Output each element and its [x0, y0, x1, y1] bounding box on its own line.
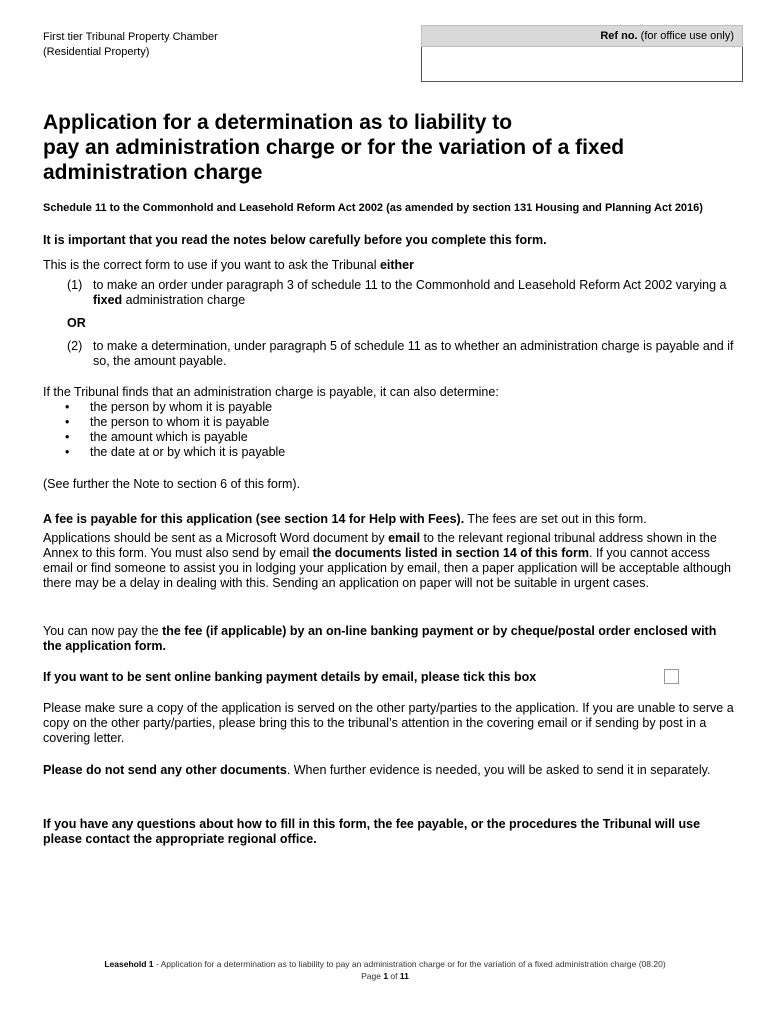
footer-desc-text: - Application for a determination as to liability to pay an administration charge or for the variation of a fixed administration charge (08.20)	[153, 959, 666, 969]
ref-note: (for office use only)	[640, 30, 734, 42]
tribunal-line-1: First tier Tribunal Property Chamber	[43, 31, 218, 43]
title-line-2: pay an administration charge or for the variation of a fixed	[43, 136, 625, 159]
ref-label: Ref no.	[600, 30, 638, 42]
ref-box	[421, 25, 743, 83]
see-note-text: (See further the Note to section 6 of this form).	[43, 477, 301, 491]
fee-bold: A fee is payable for this application (see section 14 for Help with Fees).	[43, 512, 465, 526]
option-1-number: (1)	[67, 278, 83, 292]
page-of-label: of	[388, 971, 400, 981]
tribunal-name	[43, 30, 218, 60]
pay-now-before: You can now pay the	[43, 624, 163, 638]
do-not-send-after: . When further evidence is needed, you will be asked to send it in separately.	[286, 763, 711, 777]
or-label: OR	[67, 316, 86, 330]
intro-before: This is the correct form to use if you want to ask the Tribunal	[43, 258, 380, 272]
footer-description	[40, 958, 730, 970]
page-label: Page	[361, 971, 384, 981]
online-banking-tick-label: If you want to be sent online banking payment details by email, please tick this box	[43, 670, 537, 684]
option-1-before: to make an order under paragraph 3 of schedule 11 to the Commonhold and Leasehold Reform Act 2002 varying a	[93, 278, 727, 292]
list-item: • the date at or by which it is payable	[62, 445, 285, 460]
fee-after: The fees are set out in this form.	[464, 512, 647, 526]
intro-text	[43, 258, 738, 273]
do-not-send-text	[43, 763, 738, 778]
title-line-3: administration charge	[43, 161, 263, 184]
schedule-reference: Schedule 11 to the Commonhold and Leasehold Reform Act 2002 (as amended by section 131 Housing and Planning Act 2016)	[43, 202, 703, 214]
option-1-after: administration charge	[122, 293, 246, 307]
option-2-number: (2)	[67, 339, 83, 353]
footer-form-id: Leasehold 1	[104, 959, 154, 969]
page-footer	[40, 958, 730, 982]
applications-part-2: to the relevant regional tribunal address shown in the Annex to this form. You must also send by email	[43, 531, 717, 560]
applications-text	[43, 531, 738, 591]
pay-now-text	[43, 624, 738, 654]
page-total: 11	[399, 971, 409, 981]
tribunal-finds-text: If the Tribunal finds that an administration charge is payable, it can also determine:	[43, 385, 499, 399]
option-2-text: to make a determination, under paragraph 5 of schedule 11 as to whether an administration charge is payable and if so, the amount payable.	[93, 339, 734, 368]
determination-list	[62, 400, 285, 460]
questions-text: If you have any questions about how to fill in this form, the fee payable, or the procedures the Tribunal will use please contact the appropriate regional office.	[43, 817, 701, 846]
list-item: • the person to whom it is payable	[62, 415, 285, 430]
option-1-text	[93, 278, 737, 308]
form-title	[43, 110, 733, 185]
applications-bold-2: the documents listed in section 14 of this form	[312, 546, 590, 560]
option-1	[67, 278, 737, 308]
page-number	[40, 970, 730, 982]
important-notice: It is important that you read the notes below carefully before you complete this form.	[43, 233, 547, 247]
fee-text	[43, 512, 738, 527]
option-1-bold: fixed	[93, 293, 123, 307]
intro-bold: either	[379, 258, 414, 272]
copy-service-text: Please make sure a copy of the application is served on the other party/parties to the application. If you are unable to serve a copy on the other party/parties, please bring this to the tribunal’s attention in the covering email or if sending by post in a covering letter.	[43, 701, 734, 745]
applications-bold-1: email	[388, 531, 421, 545]
tribunal-line-2: (Residential Property)	[43, 46, 150, 58]
page-current: 1	[383, 971, 389, 981]
do-not-send-bold: Please do not send any other documents	[43, 763, 287, 777]
applications-part-1: Applications should be sent as a Microsoft Word document by	[43, 531, 389, 545]
title-line-1: Application for a determination as to liability to	[43, 111, 513, 134]
option-2	[67, 339, 737, 369]
online-banking-checkbox[interactable]	[664, 669, 679, 684]
ref-number-field[interactable]	[421, 47, 743, 82]
applications-part-3: . If you cannot access email or find someone to assist you in lodging your application by email, then a paper application will be acceptable although there may be a delay in dealing with this. Sending an application on paper will not be suitable in urgent cases.	[43, 546, 731, 590]
ref-header	[421, 25, 743, 47]
list-item: • the person by whom it is payable	[62, 400, 285, 415]
list-item: • the amount which is payable	[62, 430, 285, 445]
pay-now-bold: the fee (if applicable) by an on-line banking payment or by cheque/postal order enclosed with the application form.	[43, 624, 717, 653]
